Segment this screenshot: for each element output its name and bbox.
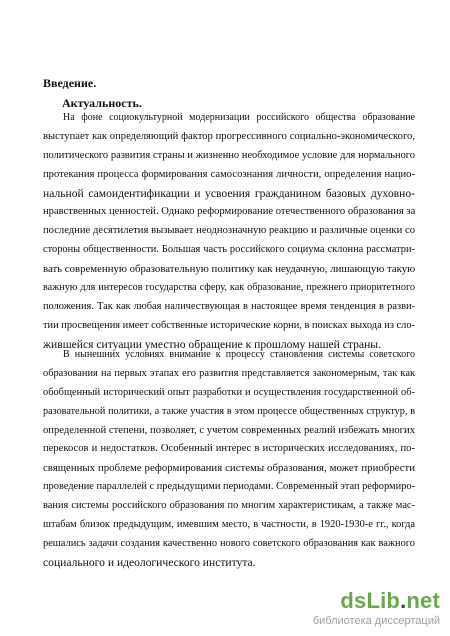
watermark (312, 588, 442, 630)
text-line: разовательной политики, а также участия в этом процессе общественных структур, в (43, 405, 415, 417)
text-line: В нынешних условиях внимание к процессу становления системы советского (63, 349, 415, 360)
text-line: нальной самоидентификации и усвоения гражданином базовых духовно- (43, 186, 415, 200)
text-line: социального и идеологического института. (43, 555, 256, 569)
text-line: вания системы российского образования по многим характеристикам, а также мас- (43, 500, 415, 512)
text-line: вать современную образовательную политику как неудачную, лишающую такую (43, 263, 416, 276)
text-line: нравственных ценностей. Однако реформирование отечественного образования за (43, 206, 416, 218)
paragraph-2 (43, 346, 415, 573)
text-line: последние десятилетия вызывает неоднозначную реакцию и различные оценки со (43, 225, 415, 237)
text-line: решались задачи создания качественно нового советского образования как важного (43, 537, 415, 549)
watermark-logo (340, 588, 440, 614)
text-line: определенной степени, позволяет, с учетом современных реалий избежать многих (43, 424, 415, 436)
text-line: политического развития страны и жизненно необходимое условие для нормального (43, 149, 415, 161)
watermark-logo-tld: net (406, 588, 440, 613)
text-line: проведение параллелей с предыдущими периодами. Современный этап реформиро- (43, 481, 415, 493)
section-heading-relevance: Актуальность. (62, 96, 142, 110)
text-line: На фоне социокультурной модернизации российского общества образование (63, 112, 415, 123)
text-line: протекания процесса формирования самосознания личности, определения нацио- (43, 168, 415, 180)
text-line: стороны общественности. Большая часть российского социума склонна рассматри- (43, 244, 415, 256)
text-line: перекосов и недостатков. Особенный интерес в исторических исследованиях, по- (43, 443, 415, 455)
text-line: обобщенный исторический опыт разработки и осуществления государственной об- (43, 386, 415, 398)
text-line: священных проблеме реформирования системы образования, может приобрести (43, 462, 415, 475)
text-line: штабам близок предыдущим, имевшим место, в частности, в 1920-1930-е гг., когда (43, 519, 415, 531)
text-line: образования на первых этапах его развития представляется закономерным, так как (43, 367, 415, 379)
text-line: выступает как определяющий фактор прогрессивного социально-экономического, (43, 130, 415, 142)
text-line: положения. Так как любая наличествующая в настоящее время тенденция в разви- (43, 300, 415, 312)
watermark-logo-main: dsLib (340, 588, 401, 613)
watermark-subtitle: библиотека диссертаций (312, 615, 440, 627)
text-line: тии просвещения имеет собственные исторические корни, в поисках выхода из сло- (43, 319, 415, 331)
watermark-logo-dot: . (400, 588, 407, 613)
text-line: важную для интересов государства сферу, как образование, прежнего приоритетного (43, 282, 415, 294)
section-heading-introduction: Введение. (43, 76, 97, 90)
paragraph-1 (43, 109, 415, 355)
text-line: жившейся ситуации уместно обращение к прошлому нашей страны. (43, 337, 381, 351)
